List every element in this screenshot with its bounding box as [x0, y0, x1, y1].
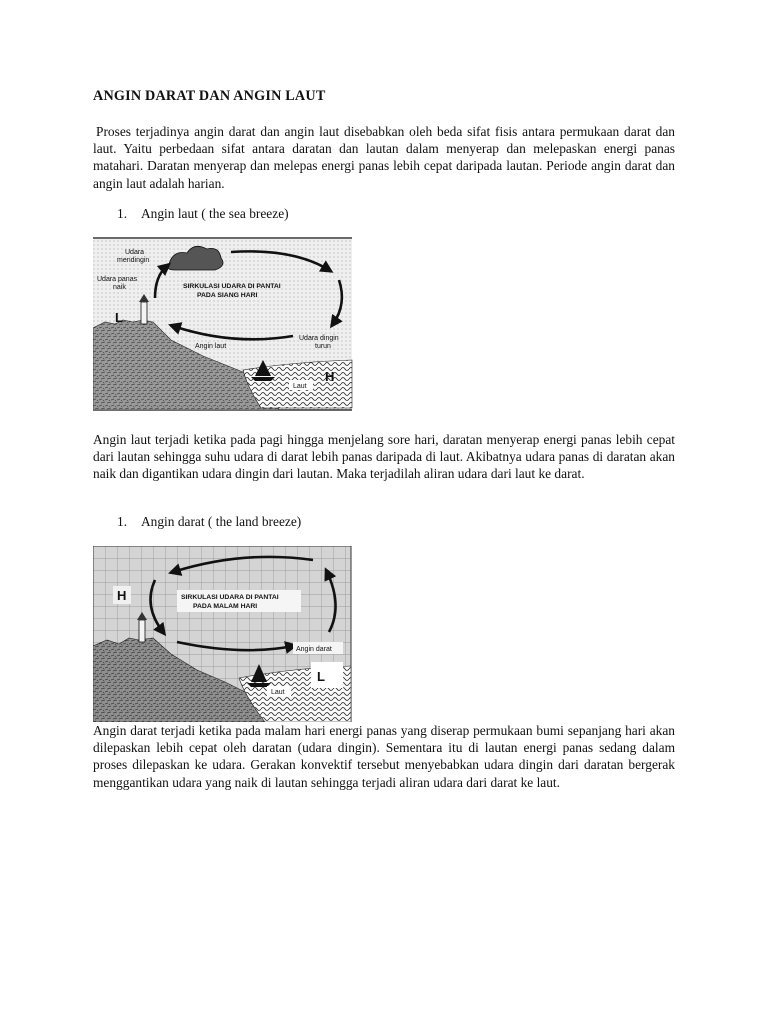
- label-land-wind: Angin darat: [296, 646, 332, 653]
- label-cold-air-2: turun: [315, 343, 331, 350]
- land-breeze-paragraph: Angin darat terjadi ketika pada malam hari energi panas yang diserap permukaan bumi sepanjang hari akan dilepaskan lebih cepat oleh daratan (udara dingin). Sementara itu di lautan energi panas sedang dalam proses dilepaskan ke udara. Gerakan konvektif tersebut menyebabkan udara dingin dari daratan bergerak menggantikan udara yang naik di lautan sehingga terjadi aliran udara dari darat ke laut.: [93, 723, 675, 790]
- land-breeze-svg: [93, 546, 352, 722]
- section-heading-text: Angin darat ( the land breeze): [141, 514, 302, 529]
- lighthouse-icon: [141, 302, 147, 324]
- label-warm-air-2: naik: [113, 284, 126, 291]
- intro-paragraph: Proses terjadinya angin darat dan angin laut disebabkan oleh beda sifat fisis antara permukaan darat dan laut. Yaitu perbedaan sifat antara daratan dan lautan dalam menyerap dan melepaskan energi panas matahari. Daratan menyerap dan melepas energi panas lebih cepat daripada lautan. Periode angin darat dan angin laut adalah harian.: [93, 124, 675, 191]
- list-number: 1.: [117, 206, 128, 221]
- document-title: ANGIN DARAT DAN ANGIN LAUT: [93, 88, 326, 104]
- label-circulation-2: PADA MALAM HARI: [193, 603, 258, 610]
- label-sea-wind: Angin laut: [195, 343, 227, 350]
- label-low-pressure: L: [115, 310, 123, 325]
- sea-breeze-diagram: [93, 236, 353, 412]
- label-high-pressure: H: [117, 588, 127, 603]
- label-circulation: SIRKULASI UDARA DI PANTAI: [181, 594, 279, 601]
- section-heading-text: Angin laut ( the sea breeze): [141, 206, 289, 221]
- label-warm-air: Udara panas: [97, 276, 138, 283]
- label-cold-air: Udara dingin: [299, 335, 339, 342]
- land-breeze-diagram: [93, 546, 352, 722]
- label-low-pressure: L: [317, 669, 325, 684]
- lighthouse-icon: [139, 620, 145, 642]
- section-heading-sea-breeze: [117, 206, 289, 222]
- sea-breeze-svg: [93, 236, 353, 412]
- section-heading-land-breeze: [117, 514, 301, 530]
- sea-breeze-paragraph: Angin laut terjadi ketika pada pagi hingga menjelang sore hari, daratan menyerap energi panas lebih cepat dari lautan sehingga suhu udara di darat lebih panas daripada di laut. Akibatnya udara panas di daratan akan naik dan digantikan udara dingin dari lautan. Maka terjadilah aliran udara dari laut ke darat.: [93, 432, 675, 482]
- label-sea: Laut: [293, 383, 307, 390]
- label-cool-air: Udara: [125, 249, 145, 256]
- label-circulation-2: PADA SIANG HARI: [197, 292, 258, 299]
- label-high-pressure: H: [325, 369, 335, 384]
- label-sea: Laut: [271, 689, 285, 696]
- label-circulation: SIRKULASI UDARA DI PANTAI: [183, 283, 281, 290]
- label-cool-air-2: mendingin: [117, 257, 150, 264]
- list-number: 1.: [117, 514, 128, 529]
